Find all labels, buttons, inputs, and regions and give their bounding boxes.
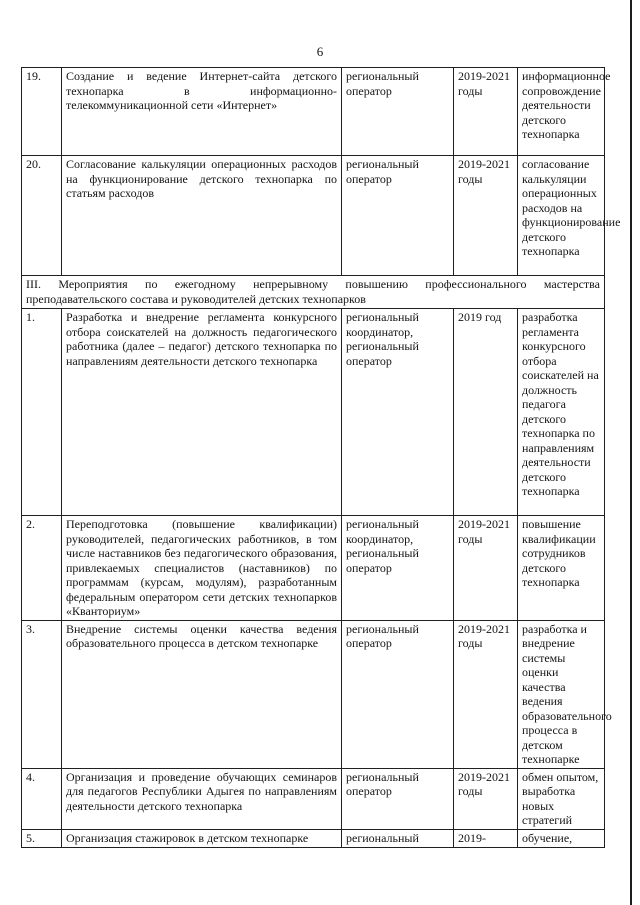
responsible: региональный оператор [342, 156, 454, 276]
measure-name: Создание и ведение Интернет-сайта детского технопарка в информационно-телекоммуникационной сети «Интернет» [62, 68, 342, 156]
responsible: региональный [342, 829, 454, 847]
page-number: 6 [316, 44, 324, 59]
expected-result: обмен опытом, выработка новых стратегий [518, 768, 605, 829]
table-row [22, 620, 605, 768]
responsible: региональный координатор, региональный оператор [342, 309, 454, 516]
responsible: региональный оператор [342, 68, 454, 156]
table-row [22, 829, 605, 847]
expected-result: разработка и внедрение системы оценки качества ведения образовательного процесса в детском технопарке [518, 620, 605, 768]
row-number: 2. [22, 516, 62, 621]
period: 2019-2021 годы [454, 156, 518, 276]
table-row [22, 309, 605, 516]
row-number: 1. [22, 309, 62, 516]
measure-name: Организация и проведение обучающих семинаров для педагогов Республики Адыгея по направлениям деятельности детского технопарка [62, 768, 342, 829]
section-header-row [22, 276, 605, 309]
measure-name: Внедрение системы оценки качества ведения образовательного процесса в детском технопарке [62, 620, 342, 768]
expected-result: информационное сопровождение деятельности детского технопарка [518, 68, 605, 156]
period: 2019 год [454, 309, 518, 516]
scan-edge-line [630, 0, 632, 905]
table-row [22, 516, 605, 621]
measure-name: Согласование калькуляции операционных расходов на функционирование детского технопарка по статьям расходов [62, 156, 342, 276]
table-row [22, 156, 605, 276]
period: 2019-2021 годы [454, 620, 518, 768]
table-row [22, 768, 605, 829]
measure-name: Переподготовка (повышение квалификации) руководителей, педагогических работников, в том числе наставников без педагогического образования, привлекаемых специалистов (наставников) по программам (курсам, модулям), разработанным федеральным оператором сети детских технопарков «Кванториум» [62, 516, 342, 621]
expected-result: согласование калькуляции операционных расходов на функционирование детского технопарка [518, 156, 605, 276]
period: 2019-2021 годы [454, 768, 518, 829]
table-row [22, 68, 605, 156]
expected-result: обучение, [518, 829, 605, 847]
period: 2019-2021 годы [454, 516, 518, 621]
period: 2019-2021 годы [454, 68, 518, 156]
row-number: 4. [22, 768, 62, 829]
expected-result: повышение квалификации сотрудников детского технопарка [518, 516, 605, 621]
section-header: III. Мероприятия по ежегодному непрерывному повышению профессионального мастерства преподавательского состава и руководителей детских технопарков [22, 276, 605, 309]
measure-name: Организация стажировок в детском технопарке [62, 829, 342, 847]
period: 2019- [454, 829, 518, 847]
row-number: 5. [22, 829, 62, 847]
row-number: 20. [22, 156, 62, 276]
expected-result: разработка регламента конкурсного отбора соискателей на должность педагога детского технопарка по направлениям деятельности детского технопарка [518, 309, 605, 516]
responsible: региональный оператор [342, 768, 454, 829]
row-number: 19. [22, 68, 62, 156]
responsible: региональный оператор [342, 620, 454, 768]
row-number: 3. [22, 620, 62, 768]
measure-name: Разработка и внедрение регламента конкурсного отбора соискателей на должность педагогического работника (далее – педагог) детского технопарка по направлениям деятельности детского технопарка [62, 309, 342, 516]
measures-table [21, 67, 621, 848]
responsible: региональный координатор, региональный оператор [342, 516, 454, 621]
